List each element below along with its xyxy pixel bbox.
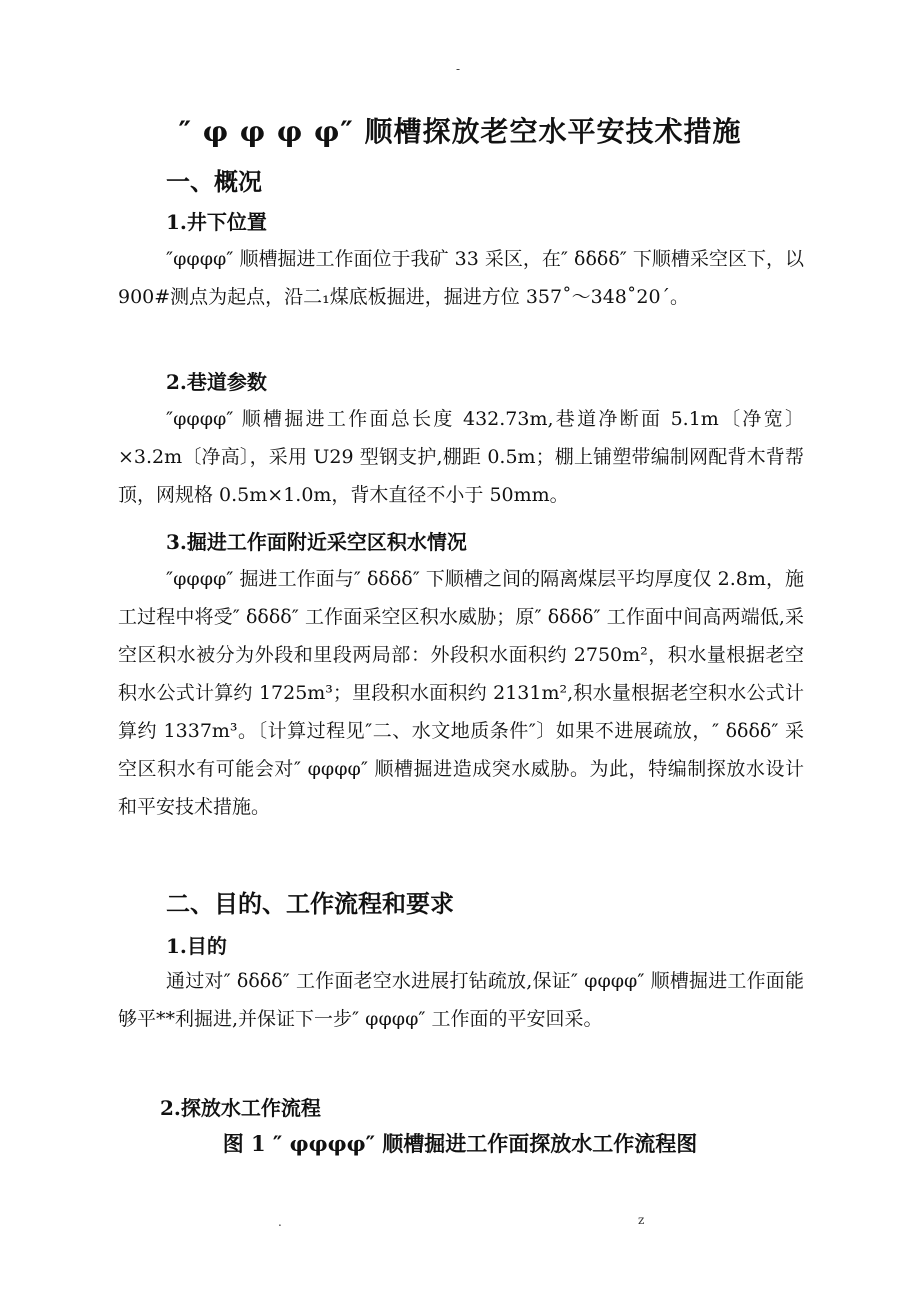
footer-left-mark: . xyxy=(278,1215,282,1229)
paragraph-goaf-water-text: ″φφφφ″ 掘进工作面与″ δδδδ″ 下顺槽之间的隔离煤层平均厚度仅 2.8m，施工过程中将受″ δδδδ″ 工作面采空区积水威胁；原″ δδδδ″ 工作面中间高两端低,采空区积水被分为外段和里段两局部：外段积水面积约 2750m²，积水量根据老空积水公式计算约 1725m³；里段积水面积约 2131m²,积水量根据老空积水公式计算约 1337m³。〔计算过程见″二、水文地质条件″〕如果不进展疏放，″ δδδδ″ 采空区积水有可能会对″ φφφφ″ 顺槽掘进造成突水威胁。为此，特编制探放水设计和平安技术措施。 xyxy=(118,568,804,818)
figure-caption: 图 1 ″ φφφφ″ 顺槽掘进工作面探放水工作流程图 xyxy=(222,1131,698,1156)
subsection-heading-goaf-water: 3.掘进工作面附近采空区积水情况 xyxy=(166,530,467,554)
paragraph-roadway-params-text: ″φφφφ″ 顺槽掘进工作面总长度 432.73m,巷道净断面 5.1m〔净宽〕×3.2m〔净高〕，采用 U29 型钢支护,棚距 0.5m；棚上铺塑带编制网配背木背帮顶，网规格 0.5m×1.0m，背木直径不小于 50mm。 xyxy=(118,408,804,506)
paragraph-goal xyxy=(118,962,804,1038)
subsection-heading-roadway-params: 2.巷道参数 xyxy=(166,370,267,394)
section-heading-overview: 一、概况 xyxy=(166,167,262,196)
document-title: ″ φ φ φ φ″ 顺槽探放老空水平安技术措施 xyxy=(178,115,742,148)
paragraph-location xyxy=(118,240,804,316)
subsection-heading-location: 1.井下位置 xyxy=(166,210,267,234)
paragraph-location-text: ″φφφφ″ 顺槽掘进工作面位于我矿 33 采区，在″ δδδδ″ 下顺槽采空区下，以 900#测点为起点，沿二₁煤底板掘进，掘进方位 357˚～348˚20´。 xyxy=(118,248,804,308)
subsection-heading-goal: 1.目的 xyxy=(166,934,227,958)
paragraph-goal-text: 通过对″ δδδδ″ 工作面老空水进展打钻疏放,保证″ φφφφ″ 顺槽掘进工作面能够平**利掘进,并保证下一步″ φφφφ″ 工作面的平安回采。 xyxy=(118,970,804,1030)
paragraph-goaf-water xyxy=(118,560,804,826)
subsection-heading-workflow: 2.探放水工作流程 xyxy=(160,1096,321,1120)
section-heading-purpose: 二、目的、工作流程和要求 xyxy=(166,889,454,918)
footer-right-mark: z xyxy=(638,1213,645,1227)
paragraph-roadway-params xyxy=(118,400,804,514)
header-mark: - xyxy=(456,62,461,76)
